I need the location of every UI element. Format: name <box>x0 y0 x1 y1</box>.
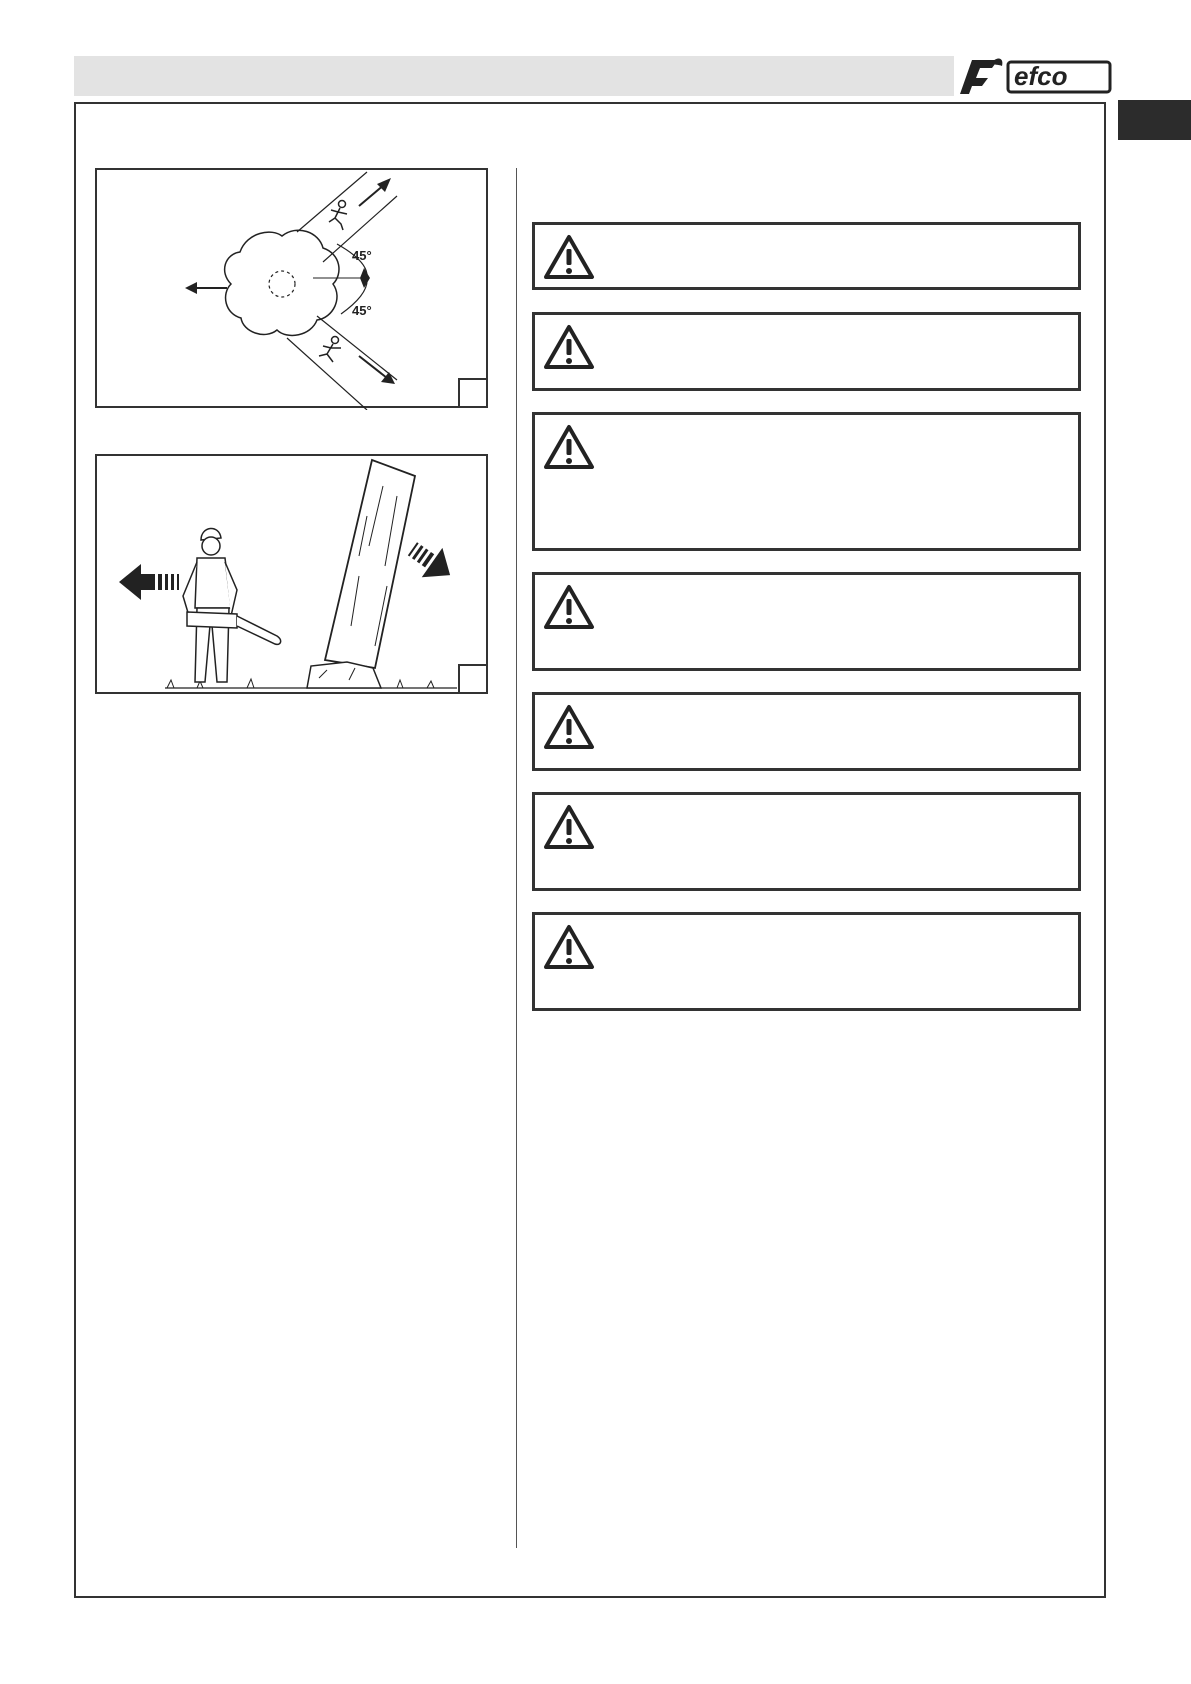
warning-box-5 <box>532 692 1081 771</box>
figure-number-box <box>458 664 488 694</box>
warning-triangle-icon <box>543 703 595 751</box>
falling-tree-trunk <box>325 460 415 668</box>
trunk-outline <box>269 271 295 297</box>
warning-box-6 <box>532 792 1081 891</box>
figure-number-box <box>458 378 488 408</box>
grass <box>167 679 434 688</box>
column-divider <box>516 168 517 1548</box>
warning-box-3 <box>532 412 1081 551</box>
angle-label-top: 45° <box>352 248 372 263</box>
running-person-lower-icon <box>319 337 341 363</box>
figure-escape-paths <box>95 168 488 408</box>
warning-box-2 <box>532 312 1081 391</box>
warning-triangle-icon <box>543 233 595 281</box>
escape-path-upper-edge <box>297 172 367 232</box>
warning-triangle-icon <box>543 923 595 971</box>
header-bar <box>74 56 954 96</box>
brand-text: efco <box>1014 61 1068 91</box>
escape-paths-diagram <box>97 170 490 410</box>
warning-box-1 <box>532 222 1081 290</box>
side-section-tab <box>1118 100 1191 140</box>
retreat-arrow-icon <box>119 564 179 600</box>
warning-triangle-icon <box>543 423 595 471</box>
falling-direction-arrow-icon <box>402 534 460 590</box>
retreat-illustration <box>97 456 490 696</box>
warning-box-4 <box>532 572 1081 671</box>
figure-retreat <box>95 454 488 694</box>
warning-box-7 <box>532 912 1081 1011</box>
operator-with-chainsaw <box>183 528 281 682</box>
angle-label-bottom: 45° <box>352 303 372 318</box>
warning-triangle-icon <box>543 323 595 371</box>
warning-triangle-icon <box>543 583 595 631</box>
running-person-upper-icon <box>329 201 347 231</box>
efco-logo <box>958 54 1114 98</box>
escape-arrow-lower <box>359 356 387 378</box>
warning-triangle-icon <box>543 803 595 851</box>
